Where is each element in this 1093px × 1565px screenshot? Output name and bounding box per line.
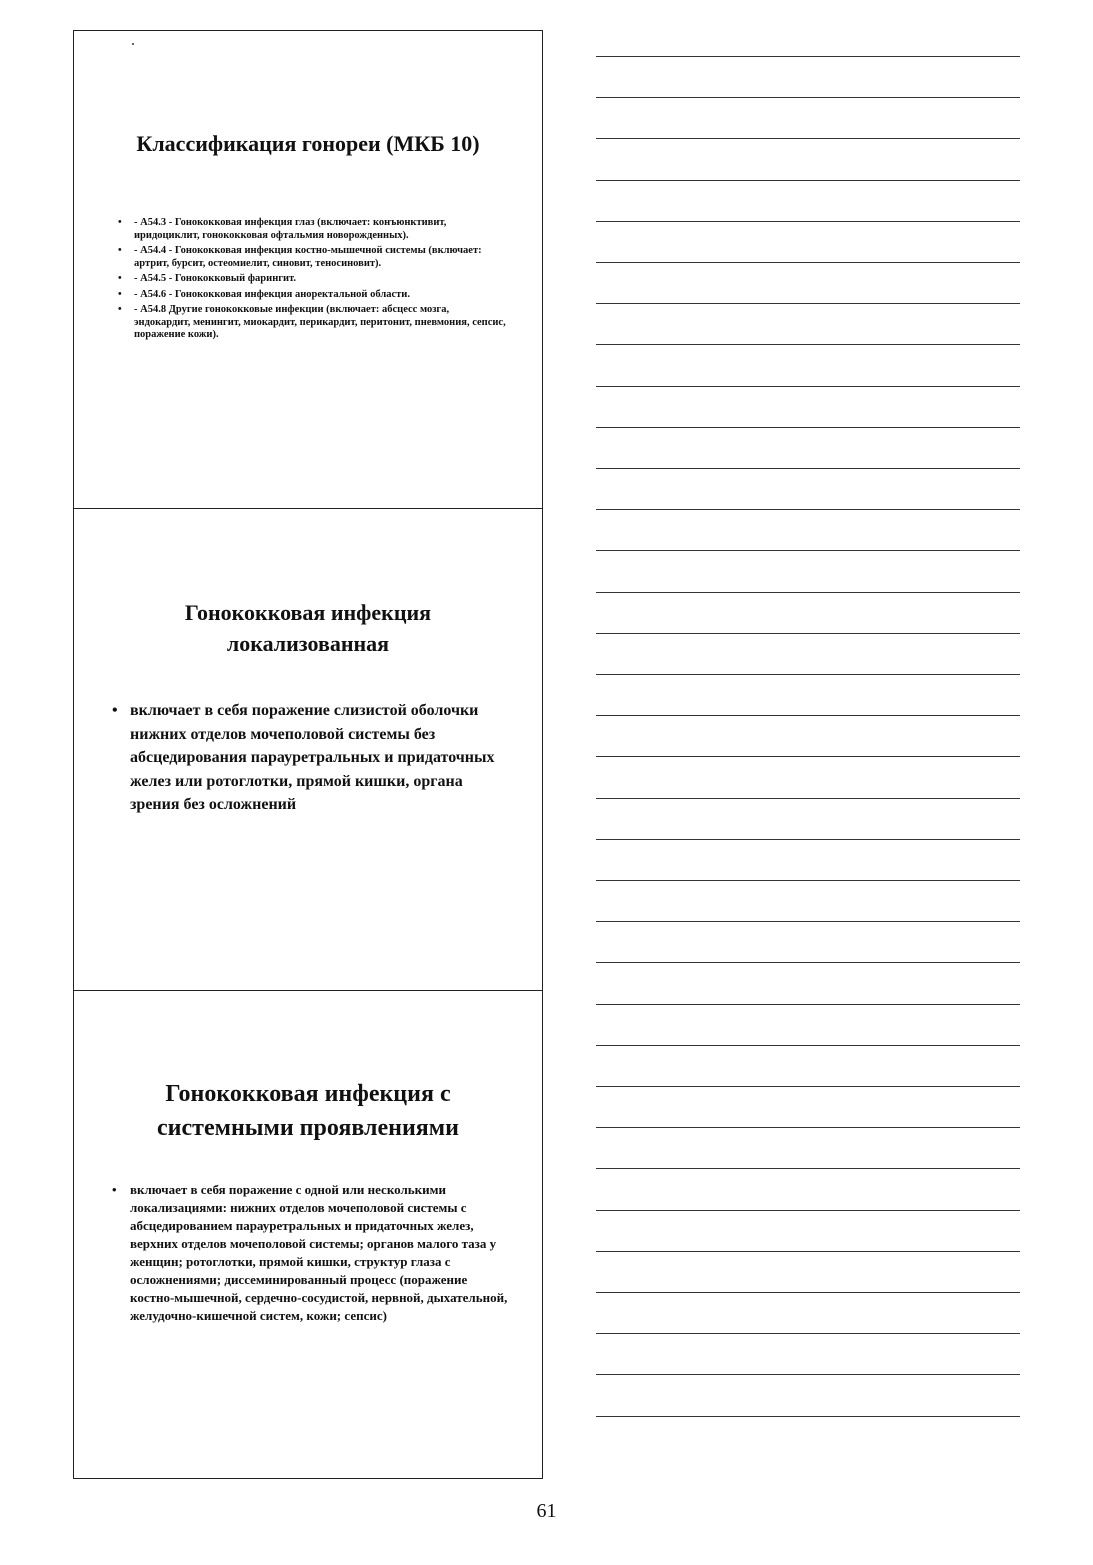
list-item: • - А54.4 - Гонококковая инфекция костно-мышечной системы (включает: артрит, бурсит, остеомиелит, синовит, теносиновит). [118,245,508,270]
note-line [596,798,1020,799]
title-line: Гонококковая инфекция [184,600,432,625]
note-line [596,468,1020,469]
note-line [596,962,1020,963]
note-line [596,180,1020,181]
slide-systemic-infection [74,990,542,1478]
note-line [596,138,1020,139]
slide-title: Классификация гонореи (МКБ 10) [136,131,480,156]
note-line [596,633,1020,634]
note-line [596,1168,1020,1169]
list-item: • - А54.8 Другие гонококковые инфекции (включает: абсцесс мозга, эндокардит, менингит, миокардит, перикардит, перитонит, пневмония, сепсис, поражение кожи). [118,304,508,342]
note-line [596,97,1020,98]
list-item: • включает в себя поражение с одной или несколькими локализациями: нижних отделов мочеполовой системы с абсцедированием парауретральных и придаточных желез, верхних отделов мочеполовой системы; органов малого таза у женщин; ротоглотки, прямой кишки, структур глаза с осложнениями; диссеминированный процесс (поражение костно-мышечной, сердечно-сосудистой, нервной, дыхательной, желудочно-кишечной систем, кожи; сепсис) [112,1181,512,1325]
note-line [596,303,1020,304]
note-line [596,1292,1020,1293]
list-item: • - А54.3 - Гонококковая инфекция глаз (включает: конъюнктивит, иридоциклит, гонококковая офтальмия новорожденных). [118,217,508,242]
note-line [596,839,1020,840]
slide-localized-infection [74,508,542,990]
note-line [596,1416,1020,1417]
notes-lines [596,56,1020,1466]
scan-speck [132,43,134,45]
note-line [596,592,1020,593]
note-line [596,262,1020,263]
note-line [596,715,1020,716]
slides-column [73,30,543,1479]
slide-title [74,1077,542,1145]
page-number: 61 [536,1500,557,1522]
list-item: • - А54.6 - Гонококковая инфекция аноректальной области. [118,289,508,302]
note-line [596,427,1020,428]
note-line [596,1004,1020,1005]
note-line [596,509,1020,510]
note-line [596,674,1020,675]
note-line [596,1127,1020,1128]
note-line [596,1086,1020,1087]
bullet-list [112,699,512,817]
title-line: Гонококковая инфекция с [165,1081,451,1107]
note-line [596,880,1020,881]
note-line [596,56,1020,57]
note-line [596,344,1020,345]
note-line [596,1251,1020,1252]
list-item: • включает в себя поражение слизистой оболочки нижних отделов мочеполовой системы без абсцедирования парауретральных и придаточных желез или ротоглотки, прямой кишки, органа зрения без осложнений [112,699,512,817]
note-line [596,550,1020,551]
note-line [596,386,1020,387]
note-line [596,921,1020,922]
note-line [596,1333,1020,1334]
note-line [596,221,1020,222]
note-line [596,756,1020,757]
title-line: системными проявлениями [157,1115,459,1141]
bullet-list [112,1181,512,1325]
note-line [596,1374,1020,1375]
note-line [596,1210,1020,1211]
slide-title [74,597,542,659]
note-line [596,1045,1020,1046]
slide-gonorrhea-classification [74,31,542,508]
bullet-list [118,217,508,345]
list-item: • - А54.5 - Гонококковый фарингит. [118,273,508,286]
title-line: локализованная [226,631,390,656]
